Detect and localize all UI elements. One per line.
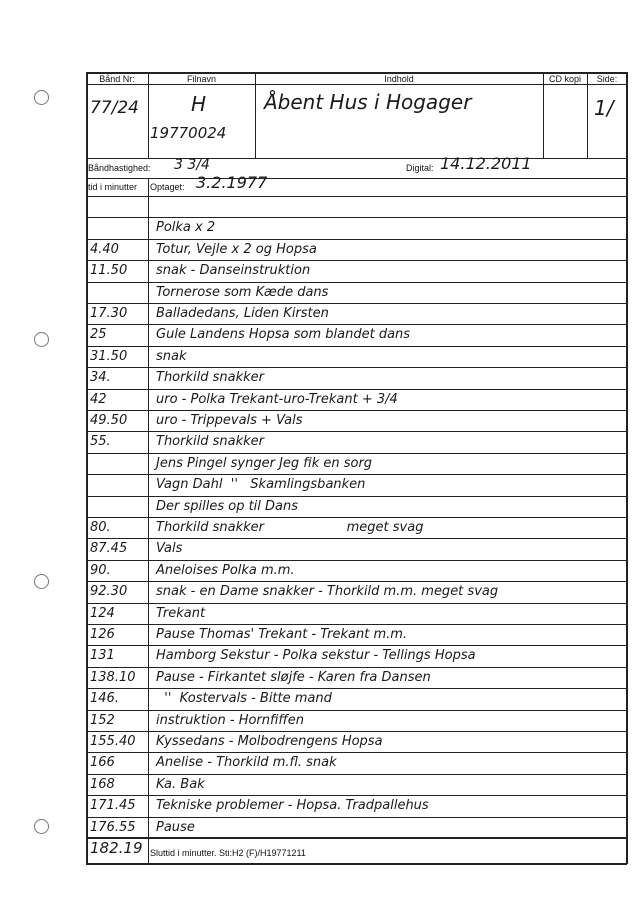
entry-content: Kyssedans - Molbodrengens Hopsa — [156, 734, 383, 749]
entry-content: uro - Polka Trekant-uro-Trekant + 3/4 — [156, 391, 398, 407]
entry-time: 155.40 — [90, 734, 136, 749]
entry-time: 25 — [90, 327, 107, 343]
entry-content: Polka x 2 — [156, 220, 216, 236]
entry-content: Vals — [156, 541, 183, 557]
entry-row — [86, 367, 627, 388]
entry-row — [86, 817, 627, 838]
entry-content: Totur, Vejle x 2 og Hopsa — [156, 241, 317, 257]
entry-row — [86, 282, 627, 303]
entry-row — [86, 324, 627, 345]
punch-hole-middle — [34, 332, 49, 347]
entry-content: '' Kostervals - Bitte mand — [156, 691, 332, 707]
entry-content: Jens Pingel synger Jeg fik en sorg — [156, 455, 373, 471]
entry-content: Hamborg Sekstur - Polka sekstur - Tellings Hopsa — [156, 648, 476, 664]
entry-time: 42 — [90, 391, 107, 407]
entry-time: 146. — [90, 691, 119, 707]
punch-hole-bottom — [34, 819, 49, 834]
entry-row — [86, 196, 627, 217]
entry-content: snak - en Dame snakker - Thorkild m.m. meget svag — [156, 584, 499, 600]
entry-row — [86, 710, 627, 731]
entry-row — [86, 752, 627, 773]
entry-content: Balladedans, Liden Kirsten — [156, 306, 329, 321]
col-header-filnavn: Filnavn — [186, 74, 216, 84]
entry-row — [86, 581, 627, 602]
entry-row — [86, 389, 627, 410]
entry-content: Gule Landens Hopsa som blandet dans — [156, 327, 411, 343]
entry-row — [86, 731, 627, 752]
entry-time: 49.50 — [90, 413, 128, 428]
punch-hole-lower — [34, 574, 49, 589]
entry-content: Thorkild snakker — [156, 434, 264, 450]
entry-time: 166 — [90, 755, 115, 771]
entry-time: 34. — [90, 370, 111, 386]
entry-content: Aneloises Polka m.m. — [156, 562, 295, 578]
filnavn-bottom-value: 19770024 — [150, 124, 227, 142]
entry-time: 126 — [90, 627, 115, 642]
entry-time: 55. — [90, 434, 111, 450]
bandhastighed-value: 3 3/4 — [174, 157, 210, 173]
band-nr-value: 77/24 — [90, 98, 139, 118]
entry-row — [86, 624, 627, 645]
entry-row — [86, 645, 627, 666]
entry-row — [86, 217, 627, 238]
entry-row — [86, 410, 627, 431]
entry-row — [86, 239, 627, 260]
optaget-value: 3.2.1977 — [196, 173, 268, 192]
entry-content: Anelise - Thorkild m.fl. snak — [156, 755, 337, 771]
entry-row — [86, 795, 627, 816]
entry-row — [86, 560, 627, 581]
digital-value: 14.12.2011 — [440, 154, 532, 173]
punch-hole-top — [34, 90, 49, 105]
bandhastighed-label: Båndhastighed: — [88, 163, 151, 173]
entry-time: 131 — [90, 648, 115, 664]
entry-time: 176.55 — [90, 819, 136, 835]
tape-log-form — [86, 72, 627, 864]
entry-row — [86, 474, 627, 495]
record-title: Åbent Hus i Hogager — [264, 90, 472, 114]
entry-time: 90. — [90, 562, 111, 578]
optaget-label: Optaget: — [150, 182, 185, 192]
entry-row — [86, 496, 627, 517]
entry-row — [86, 774, 627, 795]
entry-content: Ka. Bak — [156, 776, 205, 792]
entry-content: snak — [156, 348, 187, 364]
entry-content: Tornerose som Kæde dans — [156, 284, 329, 300]
entry-content: instruktion - Hornfiffen — [156, 712, 305, 728]
entry-content: Pause - Firkantet sløjfe - Karen fra Dansen — [156, 669, 431, 685]
entry-content: Pause — [156, 819, 195, 835]
entry-time: 152 — [90, 712, 115, 728]
entry-time: 31.50 — [90, 348, 128, 364]
entry-time: 138.10 — [90, 669, 136, 685]
entry-time: 87.45 — [90, 541, 128, 557]
entry-row — [86, 346, 627, 367]
entry-row — [86, 260, 627, 281]
entry-content: uro - Trippevals + Vals — [156, 413, 303, 428]
entry-row — [86, 453, 627, 474]
filnavn-top-value: H — [191, 92, 207, 116]
entry-content: Pause Thomas' Trekant - Trekant m.m. — [156, 627, 408, 642]
entry-row — [86, 517, 627, 538]
entry-content: Thorkild snakker — [156, 370, 264, 386]
entry-row — [86, 431, 627, 452]
entry-time: 80. — [90, 520, 111, 535]
entry-content: Vagn Dahl '' Skamlingsbanken — [156, 477, 366, 493]
tid-label: tid i minutter — [88, 182, 138, 192]
entry-row — [86, 667, 627, 688]
entry-time: 11.50 — [90, 263, 128, 279]
entry-row — [86, 538, 627, 559]
col-header-band-nr: Bånd Nr: — [99, 74, 135, 84]
sluttid-label: Sluttid i minutter. Sti:H2 (F)/H19771211 — [150, 848, 306, 858]
entry-content: Tekniske problemer - Hopsa. Tradpallehus — [156, 798, 429, 814]
entry-time: 124 — [90, 605, 115, 621]
entry-row — [86, 688, 627, 709]
entry-content: Der spilles op til Dans — [156, 498, 299, 514]
entry-time: 171.45 — [90, 798, 136, 814]
col-header-cd-kopi: CD kopi — [548, 74, 581, 84]
sluttid-value: 182.19 — [90, 839, 143, 857]
entry-time: 17.30 — [90, 306, 128, 321]
entry-row — [86, 603, 627, 624]
col-header-side: Side: — [596, 74, 618, 84]
entry-content: Trekant — [156, 605, 206, 621]
entry-content: snak - Danseinstruktion — [156, 263, 311, 279]
entry-time: 92.30 — [90, 584, 128, 600]
entry-row — [86, 303, 627, 324]
col-header-indhold: Indhold — [384, 74, 414, 84]
entry-content: Thorkild snakker meget svag — [156, 520, 424, 535]
digital-label: Digital: — [406, 163, 434, 173]
side-value: 1/ — [594, 96, 614, 120]
entry-time: 168 — [90, 776, 115, 792]
entry-time: 4.40 — [90, 241, 119, 257]
